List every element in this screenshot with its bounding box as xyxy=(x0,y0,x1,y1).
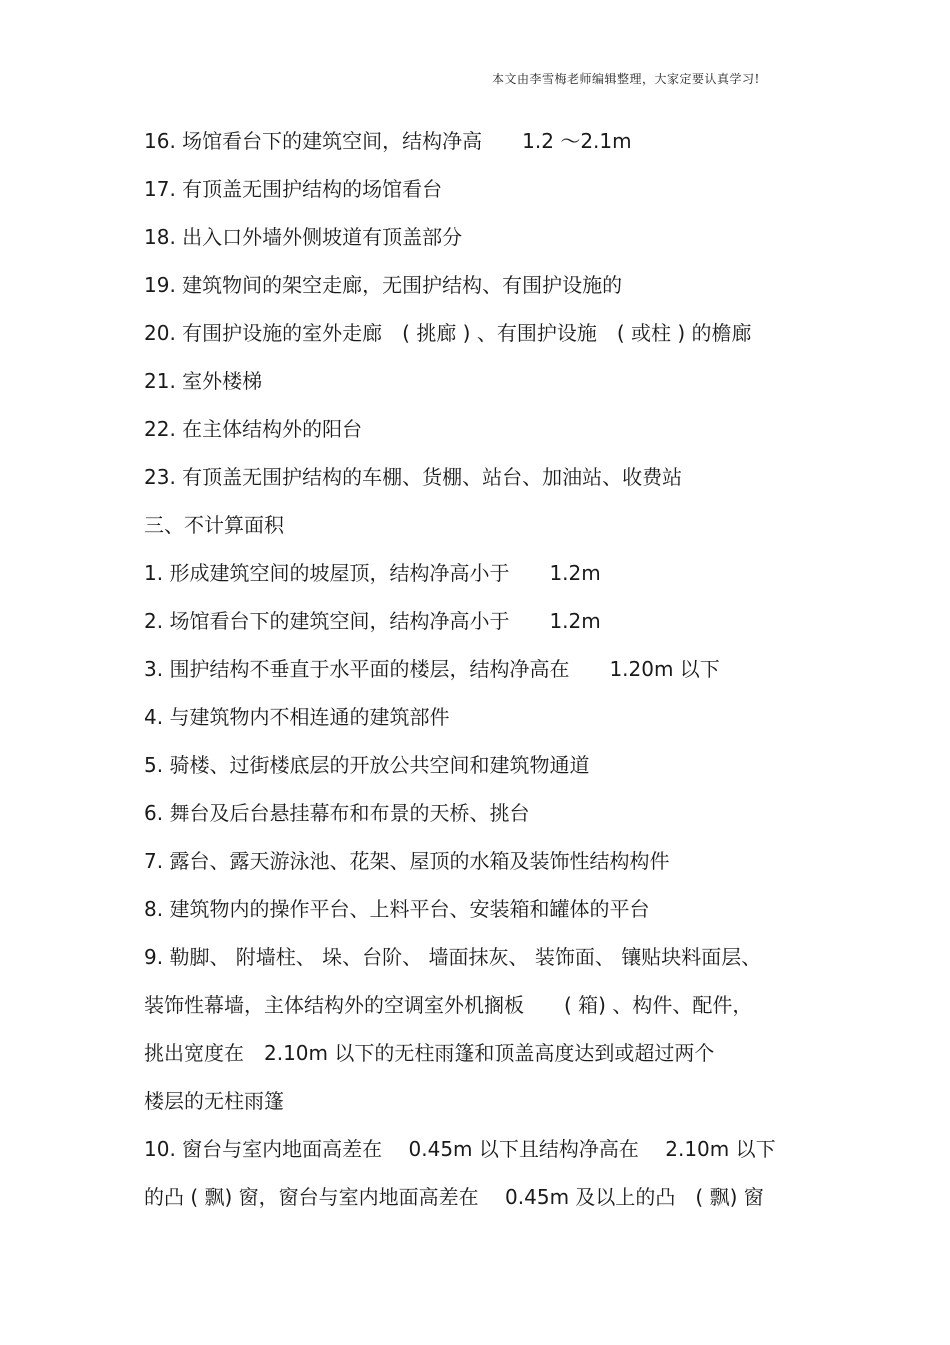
text-line-9-cont-2: 挑出宽度在 2.10m 以下的无柱雨篷和顶盖高度达到或超过两个 xyxy=(144,1041,715,1065)
text-line-1: 1. 形成建筑空间的坡屋顶，结构净高小于 1.2m xyxy=(144,561,601,585)
text-line-9-cont-3: 楼层的无柱雨篷 xyxy=(144,1089,284,1113)
text-line-22: 22. 在主体结构外的阳台 xyxy=(144,417,363,441)
text-line-19: 19. 建筑物间的架空走廊，无围护结构、有围护设施的 xyxy=(144,273,623,297)
text-line-21: 21. 室外楼梯 xyxy=(144,369,263,393)
document-body xyxy=(144,129,824,1233)
text-line-5: 5. 骑楼、过街楼底层的开放公共空间和建筑物通道 xyxy=(144,753,590,777)
text-line-9-cont-1: 装饰性幕墙，主体结构外的空调室外机搁板 ( 箱) 、构件、配件， xyxy=(144,993,753,1017)
text-line-16: 16. 场馆看台下的建筑空间，结构净高 1.2 ～2.1m xyxy=(144,129,632,153)
text-line-6: 6. 舞台及后台悬挂幕布和布景的天桥、挑台 xyxy=(144,801,530,825)
text-line-4: 4. 与建筑物内不相连通的建筑部件 xyxy=(144,705,450,729)
text-line-20: 20. 有围护设施的室外走廊 ( 挑廊 ) 、有围护设施 ( 或柱 ) 的檐廊 xyxy=(144,321,752,345)
header-note: 本文由李雪梅老师编辑整理，大家定要认真学习! xyxy=(492,72,760,86)
section-heading: 三、不计算面积 xyxy=(144,513,284,537)
text-line-23: 23. 有顶盖无围护结构的车棚、货棚、站台、加油站、收费站 xyxy=(144,465,683,489)
text-line-9: 9. 勒脚、 附墙柱、 垛、台阶、 墙面抹灰、 装饰面、 镶贴块料面层、 xyxy=(144,945,762,969)
text-line-8: 8. 建筑物内的操作平台、上料平台、安装箱和罐体的平台 xyxy=(144,897,650,921)
text-line-2: 2. 场馆看台下的建筑空间，结构净高小于 1.2m xyxy=(144,609,601,633)
text-line-3: 3. 围护结构不垂直于水平面的楼层，结构净高在 1.20m 以下 xyxy=(144,657,720,681)
text-line-18: 18. 出入口外墙外侧坡道有顶盖部分 xyxy=(144,225,463,249)
text-line-10-cont: 的凸 ( 飘) 窗，窗台与室内地面高差在 0.45m 及以上的凸 ( 飘) 窗 xyxy=(144,1185,764,1209)
text-line-7: 7. 露台、露天游泳池、花架、屋顶的水箱及装饰性结构构件 xyxy=(144,849,670,873)
text-line-10: 10. 窗台与室内地面高差在 0.45m 以下且结构净高在 2.10m 以下 xyxy=(144,1137,776,1161)
text-line-17: 17. 有顶盖无围护结构的场馆看台 xyxy=(144,177,443,201)
